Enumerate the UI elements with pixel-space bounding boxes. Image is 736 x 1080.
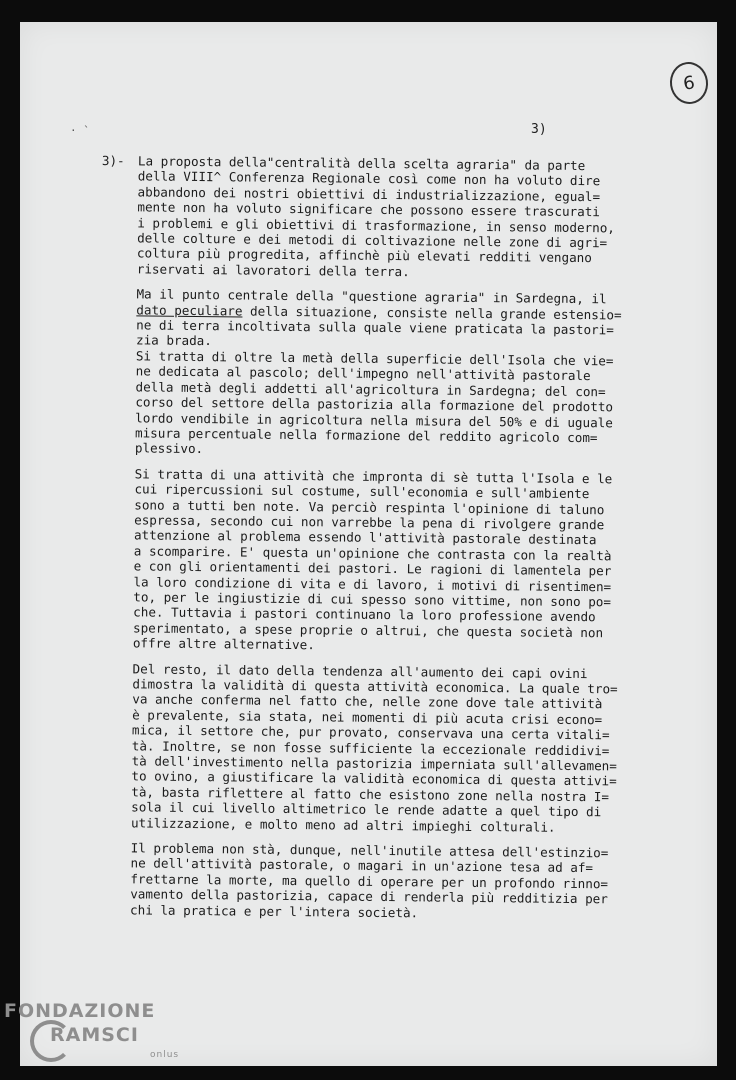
text-line: tà dell'investimento nella pastorizia imperniata sull'allevamen= (131, 753, 617, 774)
section-header: 3) (531, 122, 547, 137)
text-line: che. Tuttavia i pastori continuano la loro professione avendo (133, 604, 596, 625)
text-line: chi la pratica e per l'intera società. (130, 902, 419, 921)
text-line: sperimentato, a spese proprie o altrui, che questa società non (132, 620, 604, 641)
watermark-line2: RAMSCI (50, 1024, 139, 1046)
paragraph-1 (103, 153, 664, 282)
text-line: ne di terra incoltivata sulla quale viene praticata la pastori= (136, 317, 614, 338)
text-line: e con gli orientamenti dei pastori. Le ragioni di lamentela per (133, 558, 612, 579)
underlined-phrase: dato peculiare (136, 302, 243, 319)
text-line: Si tratta di una attività che impronta di sè tutta l'Isola e le (134, 466, 613, 487)
text-line: attenzione al problema essendo l'attività pastorale destinata (133, 527, 597, 548)
text-line: della VIII^ Conferenza Regionale così come non ha voluto dire (137, 168, 601, 189)
text-line: va anche conferma nel fatto che, nelle zone dove tale attività (132, 691, 603, 712)
text-line: coltura più progredita, affinchè più elevati redditi vengano (136, 245, 592, 266)
text-line: delle colture e dei metodi di coltivazione nelle zone di agri= (137, 230, 608, 251)
text-line: tà. Inoltre, se non fosse sufficiente la eccezionale reddidivi= (131, 737, 610, 758)
text-line: abbandono dei nostri obiettivi di industrializzazione, egual= (137, 184, 601, 205)
handwritten-page-number (667, 60, 710, 107)
text-line: sola il cui livello altimetrico le rende adatte a quel tipo di (131, 799, 602, 820)
text-line: ne dell'attività pastorale, o magari in un'azione tesa ad af= (130, 855, 594, 876)
fondazione-gramsci-watermark (4, 1000, 180, 1060)
text-line: della metà degli addetti all'agricoltura in Sardegna; del con= (135, 379, 606, 399)
text-line: Il problema non stà, dunque, nell'inutile attesa dell'estinzio= (130, 840, 609, 861)
text-line: offre altre alternative. (132, 635, 315, 653)
text-line: tà, basta riflettere al fatto che esistono zone nella nostra I= (131, 784, 610, 805)
text-line: è prevalente, sia stata, nei momenti di più acuta crisi econo= (132, 707, 603, 728)
text-line: riservati ai lavoratori della terra. (136, 261, 410, 280)
paragraph-3 (133, 466, 661, 656)
paragraph-4 (131, 661, 659, 836)
text-fragment: della situazione, consiste nella grande estensio= (242, 303, 622, 323)
item-label: 3)- (101, 152, 125, 169)
text-line: i problemi e gli obiettivi di trasformazione, in senso moderno, (137, 214, 615, 235)
paragraph-5 (130, 840, 657, 923)
text-line: utilizzazione, e molto meno ad altri impieghi colturali. (130, 814, 556, 835)
document-body (96, 153, 664, 923)
margin-marks: · ` (70, 124, 90, 137)
text-line: lordo vendibile in agricoltura nella misura del 50% e di uguale (135, 409, 613, 430)
text-line: sono a tutti ben note. Va perciò respinta l'opinione di taluno (134, 496, 605, 517)
text-line: cui ripercussioni sul costume, sull'economia e sull'ambiente (134, 481, 590, 502)
text-line: mente non ha voluto significare che possono essere trascurati (137, 199, 601, 220)
page-number-text: 6 (681, 71, 697, 95)
text-line: espressa, secondo cui non varrebbe la pena di rivolgere grande (134, 512, 605, 533)
watermark-suffix: onlus (150, 1050, 180, 1060)
text-line: to, per le ingiustizie di cui spesso sono vittime, non sono po= (133, 589, 612, 610)
text-line: zia brada. (135, 332, 212, 349)
text-line: ne dedicata al pascolo; dell'impegno nell'attività pastorale (135, 363, 591, 384)
text-line: mica, il settore che, pur provato, conservava una certa vitali= (131, 722, 610, 743)
text-line: a scomparire. E' questa un'opinione che contrasta con la realtà (133, 543, 612, 564)
text-line: vamento della pastorizia, capace di renderla più redditizia per (130, 886, 608, 907)
text-line: dimostra la validità di questa attività economica. La quale tro= (132, 676, 618, 697)
text-line: la loro condizione di vita e di lavoro, i motivi di risentimen= (133, 573, 612, 594)
text-line: corso del settore della pastorizia alla formazione del prodotto (135, 394, 614, 415)
text-line: Si tratta di oltre la metà della superficie dell'Isola che vie= (135, 348, 614, 369)
text-line: Ma il punto centrale della "questione agraria" in Sardegna, il (136, 286, 607, 307)
paragraph-2 (135, 287, 663, 462)
text-line: misura percentuale nella formazione del reddito agricolo com= (134, 425, 598, 446)
text-line: La proposta della"centralità della scelta agraria" da parte (137, 153, 586, 174)
watermark-line1: FONDAZIONE (4, 1000, 156, 1022)
text-line: frettarne la morte, ma quello di operare per un profondo rinno= (130, 871, 609, 892)
text-line: plessivo. (134, 440, 204, 457)
text-line: to ovino, a giustificare la validità economica di questa attivi= (131, 768, 617, 789)
text-line: Del resto, il dato della tendenza all'aumento dei capi ovini (132, 660, 588, 681)
